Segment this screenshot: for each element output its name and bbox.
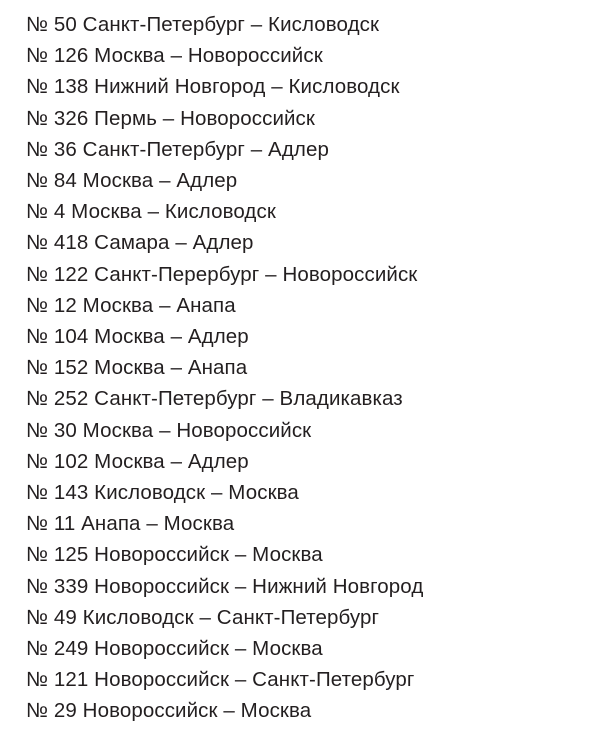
list-item: № 252 Санкт-Петербург – Владикавказ [26, 387, 403, 411]
list-item: № 102 Москва – Адлер [26, 449, 249, 473]
list-item: № 12 Москва – Анапа [26, 293, 236, 317]
list-item: № 126 Москва – Новороссийск [26, 44, 323, 68]
list-item: № 249 Новороссийск – Москва [26, 637, 323, 661]
list-item: № 418 Самара – Адлер [26, 231, 254, 255]
list-item: № 30 Москва – Новороссийск [26, 418, 312, 442]
list-item: № 339 Новороссийск – Нижний Новгород [26, 574, 424, 598]
list-item: № 4 Москва – Кисловодск [26, 200, 276, 224]
list-item: № 122 Санкт-Перербург – Новороссийск [26, 262, 418, 286]
list-item: № 143 Кисловодск – Москва [26, 481, 299, 505]
list-item: № 11 Анапа – Москва [26, 512, 235, 536]
list-item: № 50 Санкт-Петербург – Кисловодск [26, 13, 380, 36]
list-item: № 326 Пермь – Новороссийск [26, 106, 315, 130]
list-item: № 121 Новороссийск – Санкт-Петербург [26, 668, 415, 692]
list-item: № 138 Нижний Новгород – Кисловодск [26, 75, 400, 99]
list-item: № 152 Москва – Анапа [26, 356, 248, 380]
list-item: № 125 Новороссийск – Москва [26, 543, 323, 567]
list-item: № 29 Новороссийск – Москва [26, 699, 312, 723]
list-item: № 36 Санкт-Петербург – Адлер [26, 137, 329, 161]
list-item: № 49 Кисловодск – Санкт-Петербург [26, 605, 380, 629]
list-item: № 84 Москва – Адлер [26, 169, 238, 193]
list-item: № 104 Москва – Адлер [26, 325, 249, 349]
